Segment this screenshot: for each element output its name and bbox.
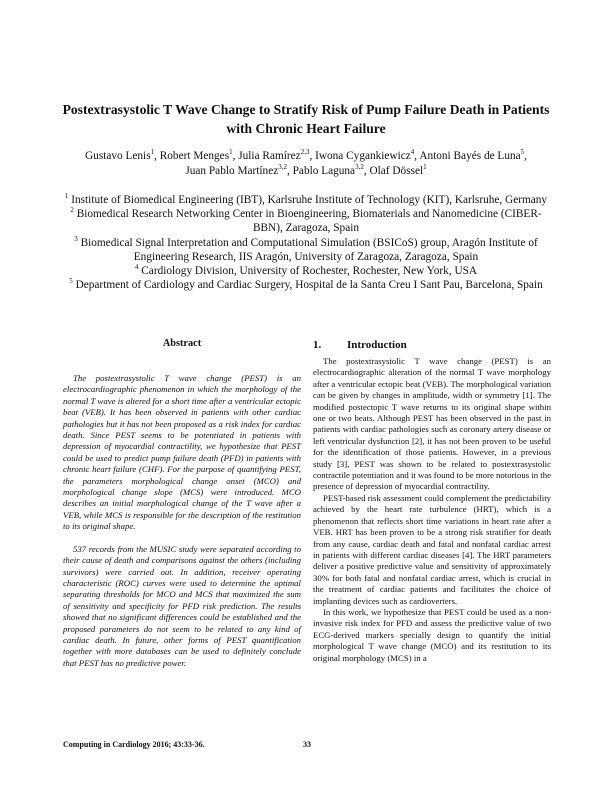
abstract-heading: Abstract — [162, 338, 202, 349]
section-heading: 1. Introduction — [313, 339, 407, 351]
affiliation: $^4$ Cardiology Division, University of Rochester, Rochester, New York, USA — [134, 263, 478, 278]
author: Olaf Dössel$^1$ — [369, 163, 427, 177]
affiliation: $^2$ Biomedical Research Networking Center in Bioengineering, Biomaterials and Nanomedicine (CIBER-BBN), Zaragoza, Spain — [70, 206, 542, 235]
author: Robert Menges$^1$ — [159, 148, 233, 162]
abstract-paragraph: 537 records from the MUSIC study were separated according to their cause of death and comparisons against the others (including survivors) were carried out. In addition, receiver operating characteristic (ROC) curves were used to determine the optimal separating thresholds for MCO and MCS that maximized the sum of sensitivity and specificity for PFD risk prediction. The results showed that no significant differences could be established and the proposed parameters do not seem to be related to any kind of cardiac death. In future, other forms of PEST quantification together with more databases can be used to definitely conclude that PEST has no predictive power. — [63, 543, 301, 668]
author: Pablo Laguna$^{3,2}$ — [292, 163, 364, 177]
author: Julia Ramírez$^{2,3}$ — [238, 148, 310, 162]
page-number: 33 — [303, 740, 311, 749]
introduction-section — [313, 338, 551, 664]
abstract-section — [63, 338, 301, 669]
affiliation: $^5$ Department of Cardiology and Cardiac Surgery, Hospital de la Santa Creu I Sant Pau, Barcelona, Spain — [69, 277, 543, 292]
footer-citation: Computing in Cardiology 2016; 43:33-36. — [63, 740, 205, 749]
author: Iwona Cygankiewicz$^4$ — [315, 148, 415, 162]
body-paragraph: In this work, we hypothesize that PEST could be used as a non-invasive risk index for PFD and assess the predictive value of two ECG-derived markers specially design to quantify the initial morphological T wave change (MCO) and its restitution to its original morphology (MCS) in a — [313, 606, 551, 663]
paper-title: Postextrasystolic T Wave Change to Stratify Risk of Pump Failure Death in Patients with Chronic Heart Failure — [62, 102, 550, 136]
author: Antoni Bayés de Luna$^5$ — [419, 148, 525, 162]
affiliation-list — [56, 193, 556, 292]
body-paragraph: The postextrasystolic T wave change (PEST) is an electrocardiographic alteration of the normal T wave morphology after a ventricular ectopic beat (VEB). The morphological variation can be given by changes in amplitude, width or symmetry [1]. The modified postectopic T wave returns to its original shape within one or two beats. Although PEST has been observed in the past in patients with cardiac pathologies such as coronary artery disease or left ventricular dysfunction [2], it has not been proven to be useful for the identification of those patients. However, in a previous study [3], PEST was shown to be related to postextrasystolic contractile potentiation and it was found to be more notorious in the presence of depression of myocardial contractility. — [313, 356, 551, 492]
author: Juan Pablo Martínez$^{3,2}$ — [185, 163, 287, 177]
author: Gustavo Lenis$^1$ — [85, 148, 155, 162]
affiliation: $^3$ Biomedical Signal Interpretation and Computational Simulation (BSICoS) group, Aragón Institute of Engineering Research, IIS Aragón, University of Zaragoza, Zaragoza, Spain — [74, 234, 538, 263]
page-footer — [63, 740, 343, 749]
abstract-paragraph: The postextrasystolic T wave change (PEST) is an electrocardiographic phenomenon in which the morphology of the normal T wave is altered for a short time after a ventricular ectopic beat (VEB). It has been observed in patients with other cardiac pathologies but it has not been proposed as a risk index for cardiac death. Since PEST seems to be potentiated in patients with depression of myocardial contractility, we hypothesize that PEST could be used to predict pump failure death (PFD) in patients with chronic heart failure (CHF). For the purpose of quantifying PEST, the parameters morphological change onset (MCO) and morphological change slope (MCS) were introduced. MCO describes an initial morphological change of the T wave after a VEB, while MCS is responsible for the description of the restitution to its original shape. — [63, 373, 301, 532]
affiliation: $^1$ Institute of Biomedical Engineering (IBT), Karlsruhe Institute of Technology (KIT), Karlsruhe, Germany — [64, 192, 548, 206]
author-list: Gustavo Lenis$^1$, Robert Menges$^1$, Julia Ramírez$^{2,3}$, Iwona Cygankiewicz$^4$, Antoni Bayés de Luna$^5$, Juan Pablo Martínez$^{3,2}$, Pablo Laguna$^{3,2}$, Olaf Dössel$^1$ — [85, 148, 527, 177]
body-paragraph: PEST-based risk assessment could complement the predictability achieved by the heart rate turbulence (HRT), which is a phenomenon that reflects short time variations in heart rate after a VEB. HRT has been proven to be a strong risk stratifier for death from any cause, cardiac death and fatal and nonfatal cardiac arrest in patients with different cardiac diseases [4]. The HRT parameters deliver a positive predictive value and sensitivity of approximately 30% for both fatal and nonfatal cardiac arrest, which is crucial in the treatment of cardiac patients and facilitates the choice of implanting devices such as cardioverters. — [313, 492, 551, 606]
